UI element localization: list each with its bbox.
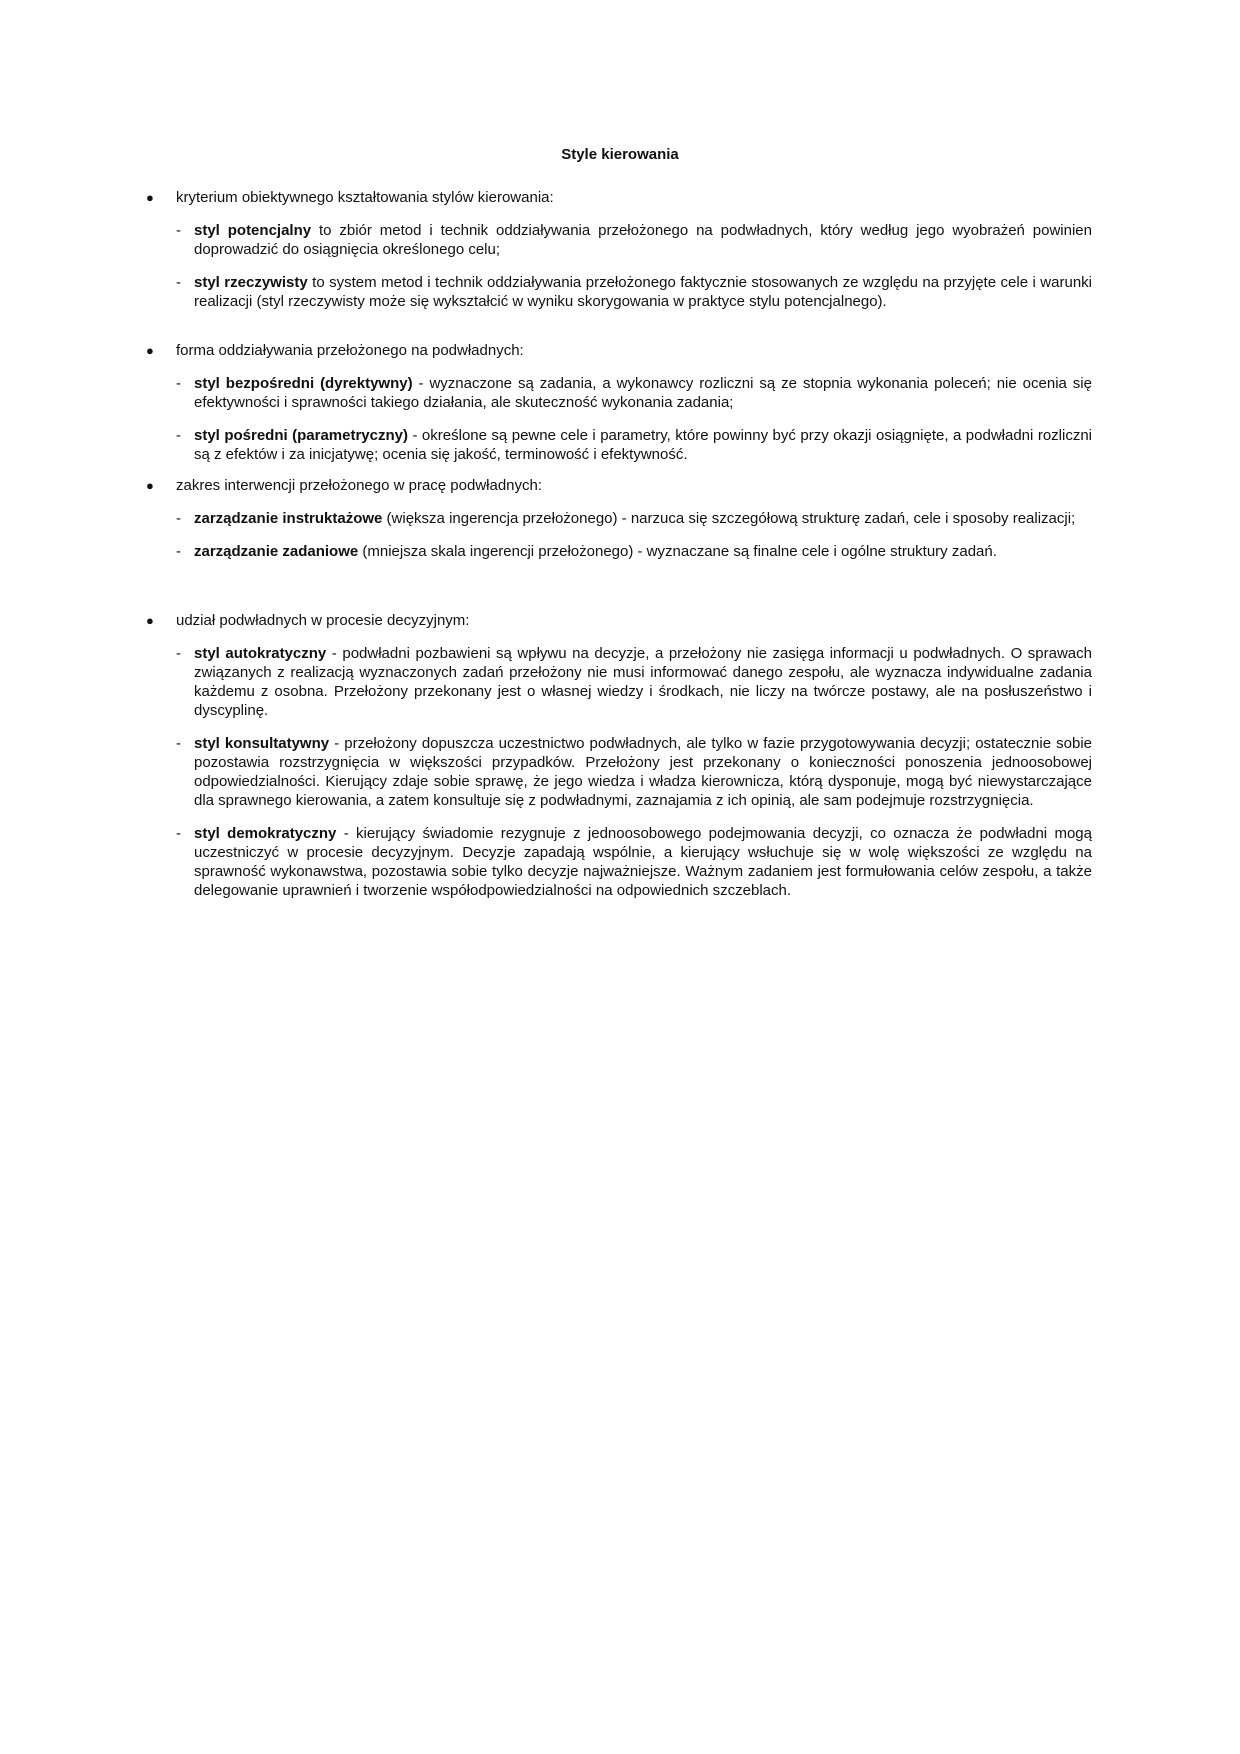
section-decision-participation [140,611,1092,914]
list-item [140,824,1092,900]
list-item [140,509,1092,528]
dash-marker: - [176,510,181,527]
item-term: zarządzanie zadaniowe [194,543,359,560]
list-item [140,374,1092,412]
list-item [140,542,1092,561]
item-text: (mniejsza skala ingerencji przełożonego) - wyznaczane są finalne cele i ogólne struktury zadań. [358,543,997,560]
item-term: styl potencjalny [194,222,312,239]
item-text: - podwładni pozbawieni są wpływu na decyzje, a przełożony nie zasięga informacji u podwładnych. O sprawach związanych z realizacją wyznaczonych zadań przełożony nie musi informować danego zespołu, ale wyznacza indywidualne zadania każdemu z osobna. Przełożony przekonany jest o własnej wiedzy i środkach, nie liczy na twórcze postawy, ale na posłuszeństwo i dyscyplinę. [194,645,1092,719]
item-term: styl bezpośredni (dyrektywny) [194,375,413,392]
item-term: styl konsultatywny [194,735,330,752]
section-objective-criterion [140,188,1092,325]
bullet-icon: ● [146,613,154,628]
item-list [140,509,1092,561]
item-text: - kierujący świadomie rezygnuje z jednoosobowego podejmowania decyzji, co oznacza że podwładni mogą uczestniczyć w procesie decyzyjnym. Decyzje zapadają wspólnie, a kierujący wsłuchuje się w wolę większości ze względu na sprawność wykonawstwa, pozostawia sobie tylko decyzje najważniejsze. Ważnym zadaniem jest formułowania celów zespołu, a także delegowanie uprawnień i tworzenie współodpowiedzialności na odpowiednich szczeblach. [194,825,1092,899]
item-list [140,221,1092,311]
dash-marker: - [176,543,181,560]
item-text: (większa ingerencja przełożonego) - narzuca się szczegółową strukturę zadań, cele i sposoby realizacji; [382,510,1076,527]
list-item [140,426,1092,464]
section-heading-text: forma oddziaływania przełożonego na podwładnych: [176,342,524,359]
dash-marker: - [176,222,181,239]
bullet-icon: ● [146,190,154,205]
section-intervention-scope [140,476,1092,575]
section-heading [140,476,1092,495]
bullet-icon: ● [146,343,154,358]
section-heading [140,341,1092,360]
section-heading [140,611,1092,630]
list-item [140,273,1092,311]
item-term: styl autokratyczny [194,645,327,662]
item-term: zarządzanie instruktażowe [194,510,383,527]
item-term: styl demokratyczny [194,825,337,842]
dash-marker: - [176,825,181,842]
dash-marker: - [176,427,181,444]
item-text: - przełożony dopuszcza uczestnictwo podwładnych, ale tylko w fazie przygotowywania decyzji; ostatecznie sobie pozostawia rozstrzygnięcia w większości przypadków. Przełożony jest przekonany o konieczności ponoszenia jednoosobowej odpowiedzialności. Kierujący zdaje sobie sprawę, że jego wiedza i władza kierownicza, którą dysponuje, mogą być niewystarczające dla sprawnego kierowania, a zatem konsultuje się z podwładnymi, zaznajamia z ich opinią, ale sam podejmuje rozstrzygnięcia. [194,735,1092,809]
item-term: styl pośredni (parametryczny) [194,427,408,444]
list-item [140,644,1092,720]
section-heading-text: zakres interwencji przełożonego w pracę podwładnych: [176,477,543,494]
item-text: - wyznaczone są zadania, a wykonawcy rozliczni są ze stopnia wykonania poleceń; nie ocenia się efektywności i sprawności takiego działania, ale skuteczność wykonania zadania; [194,375,1092,411]
section-heading [140,188,1092,207]
dash-marker: - [176,375,181,392]
dash-marker: - [176,274,181,291]
dash-marker: - [176,645,181,662]
section-heading-text: udział podwładnych w procesie decyzyjnym: [176,612,470,629]
item-text: to system metod i technik oddziaływania przełożonego faktycznie stosowanych ze względu na przyjęte cele i warunki realizacji (styl rzeczywisty może się wykształcić w wyniku skorygowania w praktyce stylu potencjalnego). [194,274,1092,310]
list-item [140,221,1092,259]
item-text: to zbiór metod i technik oddziaływania przełożonego na podwładnych, który według jego wyobrażeń powinien doprowadzić do osiągnięcia określonego celu; [194,222,1092,258]
item-text: - określone są pewne cele i parametry, które powinny być przy okazji osiągnięte, a podwładni rozliczni są z efektów i za inicjatywę; ocenia się jakość, terminowość i efektywność. [194,427,1092,463]
section-heading-text: kryterium obiektywnego kształtowania stylów kierowania: [176,189,554,206]
bullet-icon: ● [146,478,154,493]
dash-marker: - [176,735,181,752]
section-influence-form [140,341,1092,464]
item-term: styl rzeczywisty [194,274,308,291]
document-title: Style kierowania [561,146,679,163]
item-list [140,644,1092,900]
list-item [140,734,1092,810]
item-list [140,374,1092,464]
